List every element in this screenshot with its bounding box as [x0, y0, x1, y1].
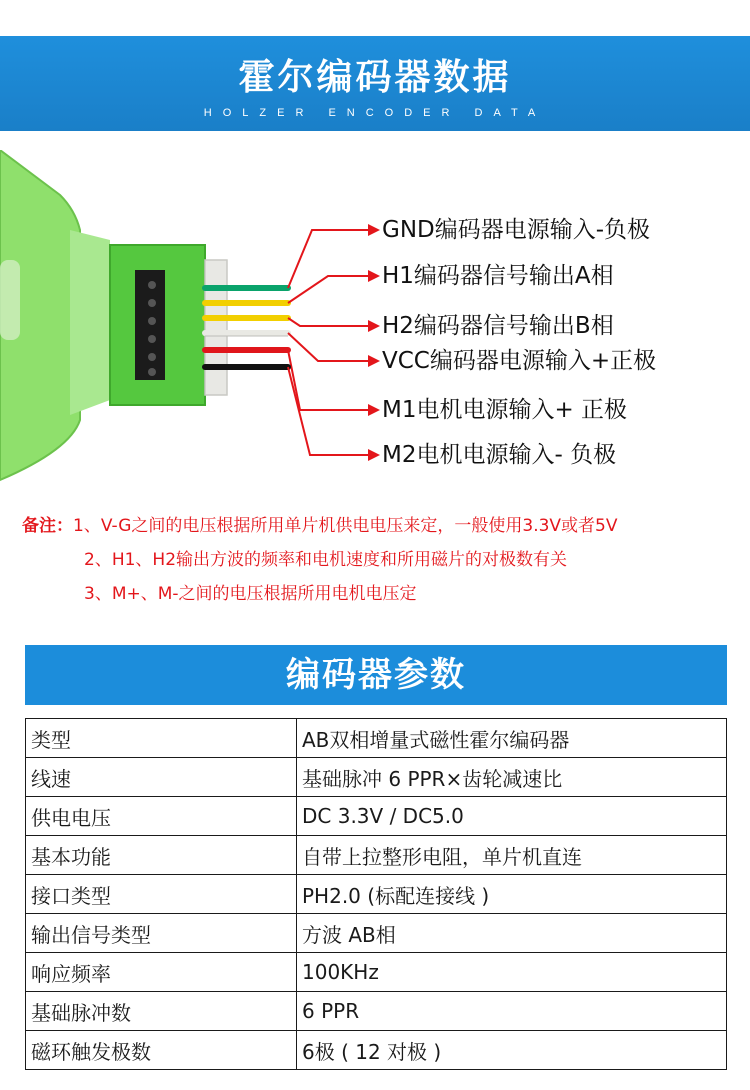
table-row — [26, 875, 727, 914]
param-key: 响应频率 — [26, 953, 297, 992]
param-value: 方波 AB相 — [297, 914, 727, 953]
wire-label-h1: H1编码器信号输出A相 — [382, 263, 614, 289]
table-row — [26, 758, 727, 797]
leader-line — [288, 276, 372, 303]
param-value: 100KHz — [297, 953, 727, 992]
note-2: 2、H1、H2输出方波的频率和电机速度和所用磁片的对极数有关 — [84, 550, 568, 570]
param-key: 供电电压 — [26, 797, 297, 836]
param-key: 基本功能 — [26, 836, 297, 875]
param-value: AB双相增量式磁性霍尔编码器 — [297, 719, 727, 758]
table-row — [26, 797, 727, 836]
wire-group — [205, 224, 380, 461]
leader-line — [288, 318, 372, 326]
arrow-head-icon — [368, 320, 380, 332]
encoder-board-illustration — [0, 150, 227, 480]
page-title: 霍尔编码器数据 — [238, 57, 512, 98]
table-row — [26, 914, 727, 953]
leader-line — [288, 350, 372, 410]
table-row — [26, 953, 727, 992]
arrow-head-icon — [368, 449, 380, 461]
param-key: 类型 — [26, 719, 297, 758]
note-text: 1、V-G之间的电压根据所用单片机供电电压来定，一般使用3.3V或者5V — [73, 516, 618, 536]
arrow-head-icon — [368, 270, 380, 282]
page-subtitle: HOLZER ENCODER DATA — [203, 107, 547, 119]
param-key: 接口类型 — [26, 875, 297, 914]
param-value: DC 3.3V / DC5.0 — [297, 797, 727, 836]
wire-label-gnd: GND编码器电源输入-负极 — [382, 217, 651, 243]
wire-label-m1: M1电机电源输入+ 正极 — [382, 397, 628, 423]
leader-line — [288, 333, 372, 361]
param-key: 输出信号类型 — [26, 914, 297, 953]
wire-label-m2: M2电机电源输入- 负极 — [382, 442, 617, 468]
leader-line — [288, 230, 372, 288]
param-key: 磁环触发极数 — [26, 1031, 297, 1070]
wire-label-h2: H2编码器信号输出B相 — [382, 313, 614, 339]
wire-label-vcc: VCC编码器电源输入+正极 — [382, 348, 657, 374]
table-row — [26, 719, 727, 758]
param-value: 6 PPR — [297, 992, 727, 1031]
param-value: 基础脉冲 6 PPR×齿轮减速比 — [297, 758, 727, 797]
params-header: 编码器参数 — [25, 645, 727, 705]
header-banner — [0, 36, 750, 131]
note-1 — [22, 515, 618, 537]
arrow-head-icon — [368, 224, 380, 236]
param-value: 自带上拉整形电阻，单片机直连 — [297, 836, 727, 875]
note-3: 3、M+、M-之间的电压根据所用电机电压定 — [84, 584, 417, 604]
param-key: 基础脉冲数 — [26, 992, 297, 1031]
encoder-wiring-diagram — [0, 150, 750, 490]
table-row — [26, 836, 727, 875]
param-value: PH2.0 (标配连接线 ) — [297, 875, 727, 914]
params-table — [25, 718, 727, 1070]
arrow-head-icon — [368, 404, 380, 416]
param-key: 线速 — [26, 758, 297, 797]
table-row — [26, 1031, 727, 1070]
param-value: 6极 ( 12 对极 ) — [297, 1031, 727, 1070]
table-row — [26, 992, 727, 1031]
notes-prefix: 备注： — [22, 516, 73, 536]
arrow-head-icon — [368, 355, 380, 367]
